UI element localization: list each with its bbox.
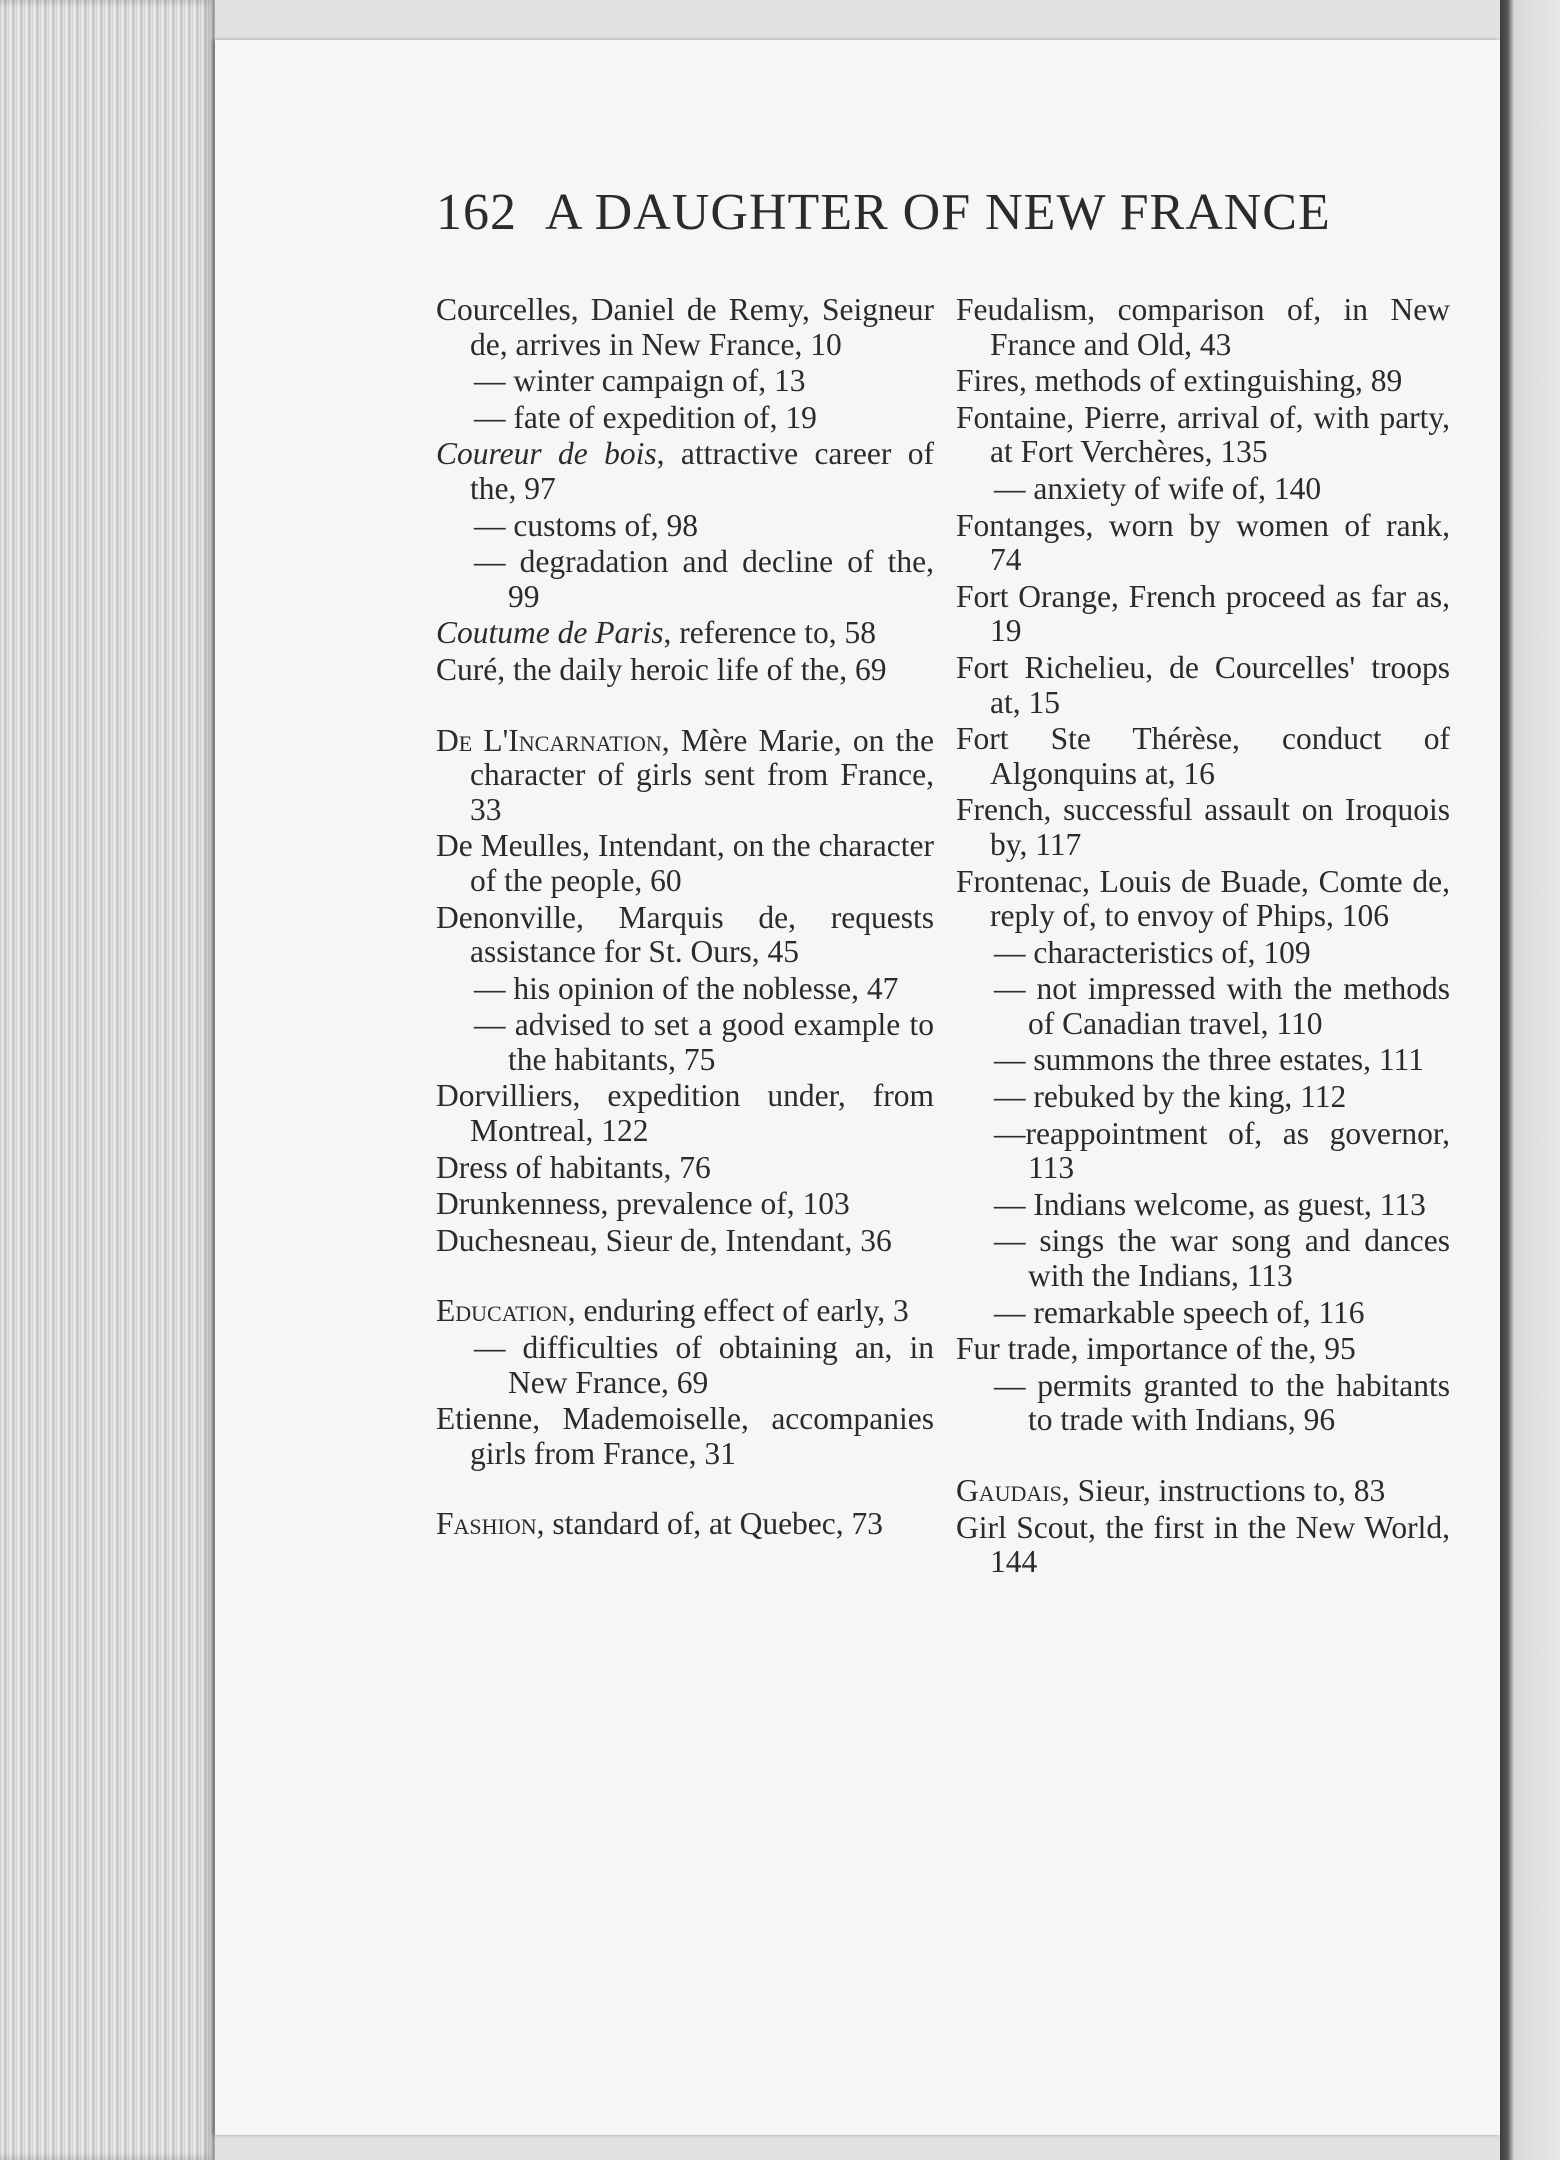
index-entry: Fontanges, worn by women of rank, 74 xyxy=(956,507,1450,578)
index-subentry: — degradation and decline of the, 99 xyxy=(474,544,934,614)
index-subentry: — his opinion of the noblesse, 47 xyxy=(474,970,899,1006)
page-number: 162 xyxy=(436,184,517,241)
index-entry: Fort Richelieu, de Courcelles' troops at, 15 xyxy=(956,649,1450,720)
facing-page-edge xyxy=(1500,0,1560,2160)
index-subentry: — fate of expedition of, 19 xyxy=(474,399,817,435)
index-term: Coutume de Paris xyxy=(436,615,664,651)
index-term: Coureur de bois xyxy=(436,436,657,472)
index-entry: Coureur de bois, attractive career of the, 97 xyxy=(436,436,934,506)
running-header xyxy=(436,183,1416,242)
index-entry: Fires, methods of extinguishing, 89 xyxy=(956,363,1403,399)
index-entry: Drunkenness, prevalence of, 103 xyxy=(436,1186,850,1222)
index-entry: French, successful assault on Iroquois by, 117 xyxy=(956,792,1450,862)
index-subentry: — remarkable speech of, 116 xyxy=(994,1294,1365,1330)
index-column-right xyxy=(956,293,1450,1582)
index-entry: Duchesneau, Sieur de, Intendant, 36 xyxy=(436,1222,892,1258)
index-subentry: — permits granted to the habitants to trade with Indians, 96 xyxy=(994,1367,1450,1438)
index-entry: De Meulles, Intendant, on the character of the people, 60 xyxy=(436,828,934,898)
index-entry: Etienne, Mademoiselle, accompanies girls from France, 31 xyxy=(436,1401,934,1471)
index-entry: Fort Ste Thérèse, conduct of Algonquins at, 16 xyxy=(956,721,1450,791)
index-section-head: Gaudais xyxy=(956,1473,1062,1508)
index-subentry: — characteristics of, 109 xyxy=(994,934,1311,970)
index-column-left xyxy=(436,293,934,1544)
index-entry: Education, enduring effect of early, 3 xyxy=(436,1293,909,1329)
index-entry: De L'Incarnation, Mère Marie, on the character of girls sent from France, 33 xyxy=(436,722,935,827)
index-subentry: — not impressed with the methods of Canadian travel, 110 xyxy=(994,971,1450,1041)
index-entry: Denonville, Marquis de, requests assistance for St. Ours, 45 xyxy=(436,899,934,970)
index-subentry: — Indians welcome, as guest, 113 xyxy=(994,1186,1426,1222)
index-entry: Gaudais, Sieur, instructions to, 83 xyxy=(956,1473,1386,1508)
index-entry: Fort Orange, French proceed as far as, 19 xyxy=(956,578,1450,649)
index-entry: Coutume de Paris, reference to, 58 xyxy=(436,615,876,651)
index-subentry: — rebuked by the king, 112 xyxy=(994,1079,1347,1115)
index-section-head: De L'Incarnation xyxy=(436,722,662,758)
index-entry: Courcelles, Daniel de Remy, Seigneur de, arrives in New France, 10 xyxy=(436,292,934,362)
index-entry: Frontenac, Louis de Buade, Comte de, reply of, to envoy of Phips, 106 xyxy=(956,863,1450,934)
index-subentry: — summons the three estates, 111 xyxy=(994,1042,1424,1078)
index-entry: Fur trade, importance of the, 95 xyxy=(956,1331,1356,1367)
book-page-edges xyxy=(0,0,215,2160)
index-subentry: — winter campaign of, 13 xyxy=(474,363,806,399)
index-entry: Dorvilliers, expedition under, from Montreal, 122 xyxy=(436,1078,934,1149)
index-entry: Dress of habitants, 76 xyxy=(436,1149,711,1185)
index-subentry: — sings the war song and dances with the Indians, 113 xyxy=(994,1223,1450,1294)
index-subentry: —reappointment of, as governor, 113 xyxy=(994,1115,1450,1186)
index-entry: Feudalism, comparison of, in New France and Old, 43 xyxy=(956,292,1450,362)
index-section-head: Education xyxy=(436,1293,568,1329)
index-entry: Curé, the daily heroic life of the, 69 xyxy=(436,651,887,687)
index-subentry: — difficulties of obtaining an, in New France, 69 xyxy=(474,1330,934,1400)
index-entry: Girl Scout, the first in the New World, 144 xyxy=(956,1509,1450,1580)
page-title: A DAUGHTER OF NEW FRANCE xyxy=(545,184,1331,241)
index-entry: Fontaine, Pierre, arrival of, with party, at Fort Verchères, 135 xyxy=(956,399,1450,470)
index-subentry: — anxiety of wife of, 140 xyxy=(994,470,1322,506)
index-section-head: Fashion xyxy=(436,1506,537,1542)
index-subentry: — customs of, 98 xyxy=(474,507,698,543)
index-subentry: — advised to set a good example to the habitants, 75 xyxy=(474,1007,934,1077)
index-entry: Fashion, standard of, at Quebec, 73 xyxy=(436,1506,884,1542)
